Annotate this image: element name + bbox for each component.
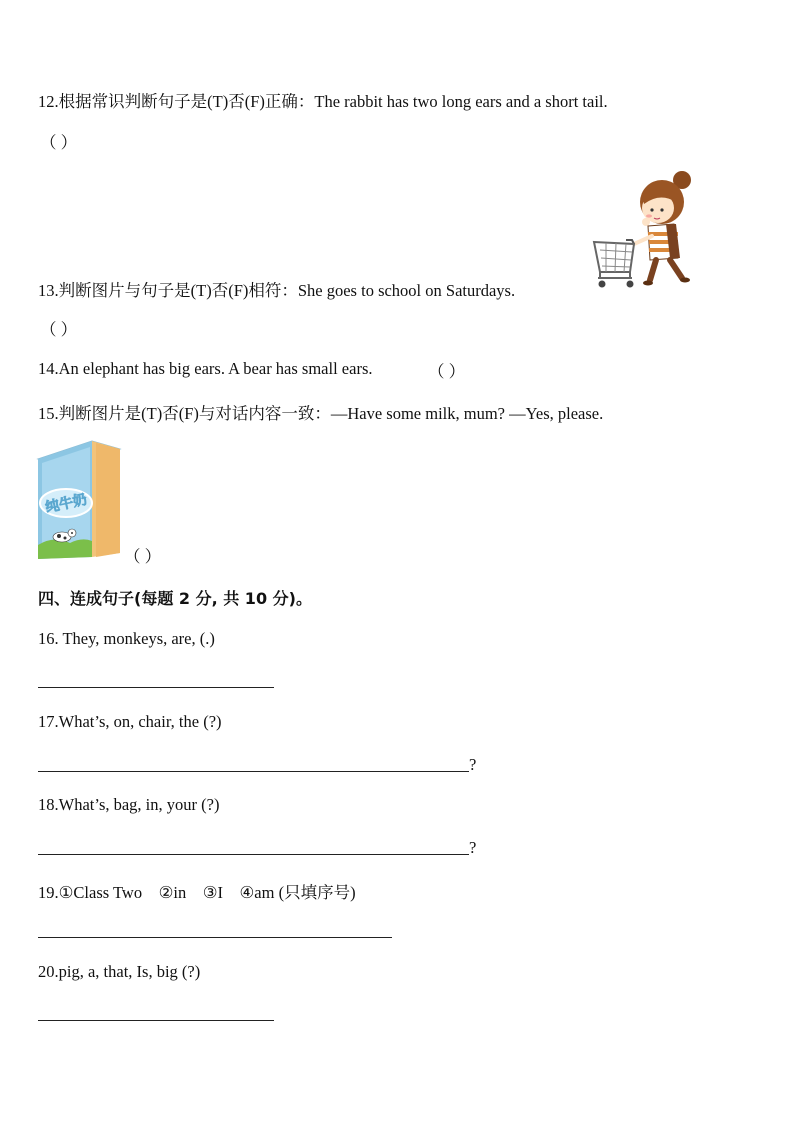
q17-question-mark: ? (469, 755, 477, 774)
q12-answer-blank[interactable]: （ ） (40, 133, 78, 152)
q17-answer-line[interactable] (38, 771, 469, 772)
q17-text: 17.What’s, on, chair, the (?) (38, 712, 222, 731)
q20-answer-line[interactable] (38, 1020, 274, 1021)
q15-answer-blank[interactable]: （ ） (124, 547, 162, 566)
q15-text: 15.判断图片是(T)否(F)与对话内容一致：—Have some milk, mum? —Yes, please. (38, 404, 604, 423)
q16-text: 16. They, monkeys, are, (.) (38, 629, 215, 648)
q13-text: 13.判断图片与句子是(T)否(F)相符：She goes to school on Saturdays. (38, 281, 516, 300)
q13-answer-blank[interactable]: （ ） (40, 320, 78, 339)
q18-answer-line[interactable] (38, 854, 469, 855)
girl-shopping-cart-image (590, 166, 700, 292)
milk-carton-image (34, 437, 124, 561)
q19-text: 19.①Class Two ②in ③I ④am (只填序号) (38, 883, 356, 902)
q16-answer-line[interactable] (38, 687, 274, 688)
q20-text: 20.pig, a, that, Is, big (?) (38, 962, 201, 981)
q18-question-mark: ? (469, 838, 477, 857)
q19-answer-line[interactable] (38, 937, 392, 938)
milk-carton-label: 纯牛奶 (44, 491, 89, 517)
q12-text: 12.根据常识判断句子是(T)否(F)正确：The rabbit has two long ears and a short tail. (38, 92, 608, 111)
section-4-title: 四、连成句子(每题 2 分, 共 10 分)。 (38, 589, 312, 608)
q14-text: 14.An elephant has big ears. A bear has small ears. (38, 359, 373, 378)
q14-answer-blank[interactable]: （ ） (428, 362, 466, 381)
q18-text: 18.What’s, bag, in, your (?) (38, 795, 220, 814)
